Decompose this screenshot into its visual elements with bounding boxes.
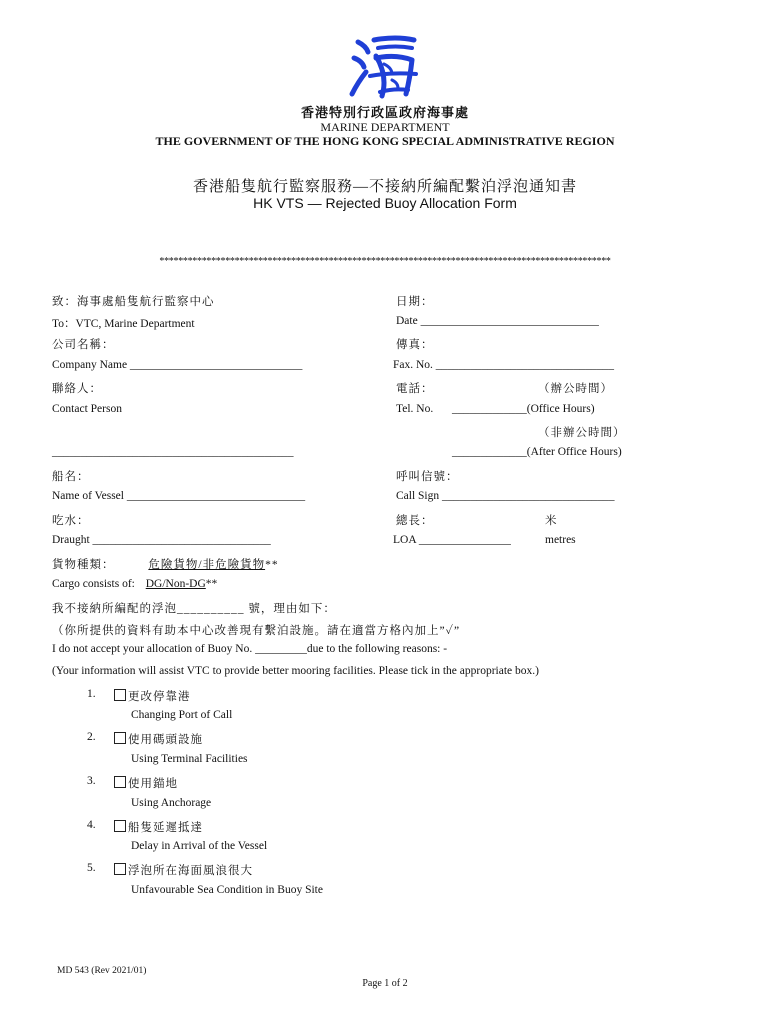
reason-checkbox-row[interactable]	[114, 775, 178, 791]
fax-field[interactable]: Fax. No. _______________________________	[393, 359, 615, 371]
reason-checkbox-row[interactable]	[114, 731, 203, 747]
loa-field[interactable]: LOA ________________	[393, 534, 511, 546]
reason-number: 2.	[87, 731, 96, 743]
reason-number: 3.	[87, 775, 96, 787]
reason-label-chinese: 浮泡所在海面風浪很大	[128, 865, 253, 877]
contact-label-chinese: 聯絡人：	[52, 383, 102, 395]
reason-label-chinese: 船隻延遲抵達	[128, 822, 203, 834]
checkbox-icon[interactable]	[114, 689, 126, 701]
checkbox-icon[interactable]	[114, 732, 126, 744]
cargo-mark-chinese: **	[265, 559, 279, 571]
department-name-chinese: 香港特別行政區政府海事處	[300, 105, 469, 120]
page-number: Page 1 of 2	[362, 978, 408, 989]
reason-label-english: Using Anchorage	[131, 797, 212, 809]
checkbox-icon[interactable]	[114, 820, 126, 832]
loa-unit-english: metres	[545, 534, 576, 546]
company-name-field[interactable]: Company Name ______________________________	[52, 359, 303, 371]
form-title-chinese: 香港船隻航行監察服務—不接納所編配繫泊浮泡通知書	[192, 179, 577, 195]
government-name-english: THE GOVERNMENT OF THE HONG KONG SPECIAL ADMINISTRATIVE REGION	[155, 134, 615, 148]
cargo-option-chinese[interactable]: 危險貨物/非危險貨物	[148, 559, 266, 571]
cargo-option-english[interactable]: DG/Non-DG	[145, 578, 206, 590]
company-label-chinese: 公司名稱：	[52, 339, 115, 351]
reason-label-english: Delay in Arrival of the Vessel	[131, 840, 268, 852]
reason-checkbox-row[interactable]	[114, 819, 203, 835]
cargo-mark-english: **	[205, 578, 218, 590]
cargo-row-english	[52, 578, 217, 590]
tel-label-chinese: 電話：	[396, 383, 434, 395]
reason-label-english: Using Terminal Facilities	[131, 753, 248, 765]
reason-label-chinese: 使用錨地	[128, 778, 178, 790]
loa-label-chinese: 總長：	[396, 515, 434, 527]
contact-person-label: Contact Person	[52, 403, 122, 415]
info-note-chinese: （你所提供的資料有助本中心改善現有繫泊設施。請在適當方格內加上”✓”	[52, 625, 461, 637]
loa-unit-chinese: 米	[545, 515, 558, 527]
reason-label-chinese: 更改停靠港	[128, 691, 191, 703]
reason-label-english: Changing Port of Call	[131, 709, 233, 721]
form-number: MD 543 (Rev 2021/01)	[57, 966, 147, 976]
cargo-label-chinese: 貨物種類：	[52, 559, 115, 571]
marine-department-logo	[344, 34, 424, 102]
checkbox-icon[interactable]	[114, 776, 126, 788]
reject-statement-english[interactable]: I do not accept your allocation of Buoy No. _________due to the following reasons: -	[52, 643, 448, 655]
reject-statement-chinese[interactable]: 我不接納所編配的浮泡__________ 號，理由如下：	[52, 603, 336, 615]
reason-label-chinese: 使用碼頭設施	[128, 734, 203, 746]
addressee-chinese: 致：海事處船隻航行監察中心	[52, 296, 215, 308]
reason-number: 4.	[87, 819, 96, 831]
callsign-label-chinese: 呼叫信號：	[396, 471, 459, 483]
info-note-english: (Your information will assist VTC to provide better mooring facilities. Please tick in the appropriate box.)	[52, 665, 539, 677]
after-hours-chinese: （非辦公時間）	[538, 427, 626, 439]
date-field[interactable]: Date _______________________________	[396, 315, 599, 327]
date-label-chinese: 日期：	[396, 296, 434, 308]
tel-label-english: Tel. No.	[396, 403, 434, 415]
contact-person-field[interactable]: __________________________________________	[52, 446, 294, 458]
cargo-row-chinese	[52, 556, 279, 572]
form-title-english: HK VTS — Rejected Buoy Allocation Form	[253, 195, 517, 211]
reason-checkbox-row[interactable]	[114, 862, 253, 878]
draught-field[interactable]: Draught _______________________________	[52, 534, 271, 546]
fax-label-chinese: 傳真：	[396, 339, 434, 351]
draught-label-chinese: 吃水：	[52, 515, 90, 527]
tel-office-field[interactable]: _____________(Office Hours)	[452, 403, 595, 415]
cargo-label-english: Cargo consists of:	[52, 578, 135, 590]
tel-after-hours-field[interactable]: _____________(After Office Hours)	[452, 446, 622, 458]
addressee-english: To：VTC, Marine Department	[52, 318, 195, 330]
separator-line: ************************************************************************************************	[159, 256, 611, 267]
reason-label-english: Unfavourable Sea Condition in Buoy Site	[131, 884, 323, 896]
office-hours-chinese: （辦公時間）	[538, 383, 613, 395]
vessel-name-field[interactable]: Name of Vessel _______________________________	[52, 490, 306, 502]
reason-checkbox-row[interactable]	[114, 688, 191, 704]
reason-number: 1.	[87, 688, 96, 700]
reason-number: 5.	[87, 862, 96, 874]
call-sign-field[interactable]: Call Sign ______________________________	[396, 490, 615, 502]
vessel-label-chinese: 船名：	[52, 471, 90, 483]
checkbox-icon[interactable]	[114, 863, 126, 875]
department-name-english: MARINE DEPARTMENT	[320, 120, 450, 134]
